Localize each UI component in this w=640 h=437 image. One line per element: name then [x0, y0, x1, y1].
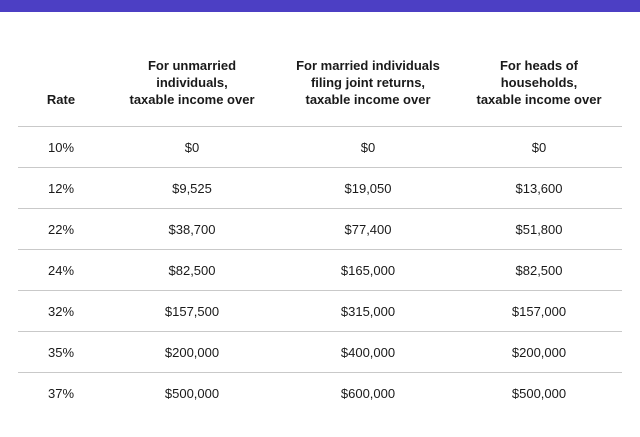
unmarried-cell: $82,500 [104, 250, 280, 291]
married-joint-cell: $19,050 [280, 168, 456, 209]
heads-of-household-cell: $51,800 [456, 209, 622, 250]
married-joint-cell: $600,000 [340, 385, 396, 401]
table-row [18, 291, 622, 332]
column-header-heads-of-household: For heads of households, taxable income over [456, 55, 622, 127]
married-joint-cell: $77,400 [280, 209, 456, 250]
column-header-unmarried: For unmarried individuals, taxable income over [104, 55, 280, 127]
married-joint-cell: $400,000 [280, 332, 456, 373]
unmarried-cell: $157,500 [104, 291, 280, 332]
table-row [18, 209, 622, 250]
married-joint-cell: $0 [280, 127, 456, 168]
table-row [18, 127, 622, 168]
unmarried-cell: $200,000 [104, 332, 280, 373]
accent-bar [0, 0, 640, 12]
married-joint-cell: $315,000 [280, 291, 456, 332]
rate-cell: 10% [18, 127, 104, 168]
table-header-row [18, 55, 622, 127]
heads-of-household-cell: $82,500 [456, 250, 622, 291]
rate-cell: 32% [18, 291, 104, 332]
tax-bracket-table [18, 55, 622, 413]
table-row [18, 332, 622, 373]
unmarried-cell: $500,000 [164, 385, 220, 401]
rate-cell: 35% [18, 332, 104, 373]
table-row [18, 168, 622, 209]
rate-cell: 37% [47, 385, 75, 401]
heads-of-household-cell: $200,000 [456, 332, 622, 373]
rate-cell: 22% [18, 209, 104, 250]
heads-of-household-cell: $13,600 [456, 168, 622, 209]
unmarried-cell: $9,525 [104, 168, 280, 209]
rate-cell: 12% [18, 168, 104, 209]
unmarried-cell: $0 [104, 127, 280, 168]
table-row [18, 250, 622, 291]
column-header-rate: Rate [18, 55, 104, 127]
heads-of-household-cell: $500,000 [511, 385, 567, 401]
table-row [18, 373, 622, 414]
married-joint-cell: $165,000 [280, 250, 456, 291]
rate-cell: 24% [18, 250, 104, 291]
unmarried-cell: $38,700 [104, 209, 280, 250]
heads-of-household-cell: $0 [456, 127, 622, 168]
column-header-married-joint: For married individuals filing joint returns, taxable income over [280, 55, 456, 127]
heads-of-household-cell: $157,000 [456, 291, 622, 332]
